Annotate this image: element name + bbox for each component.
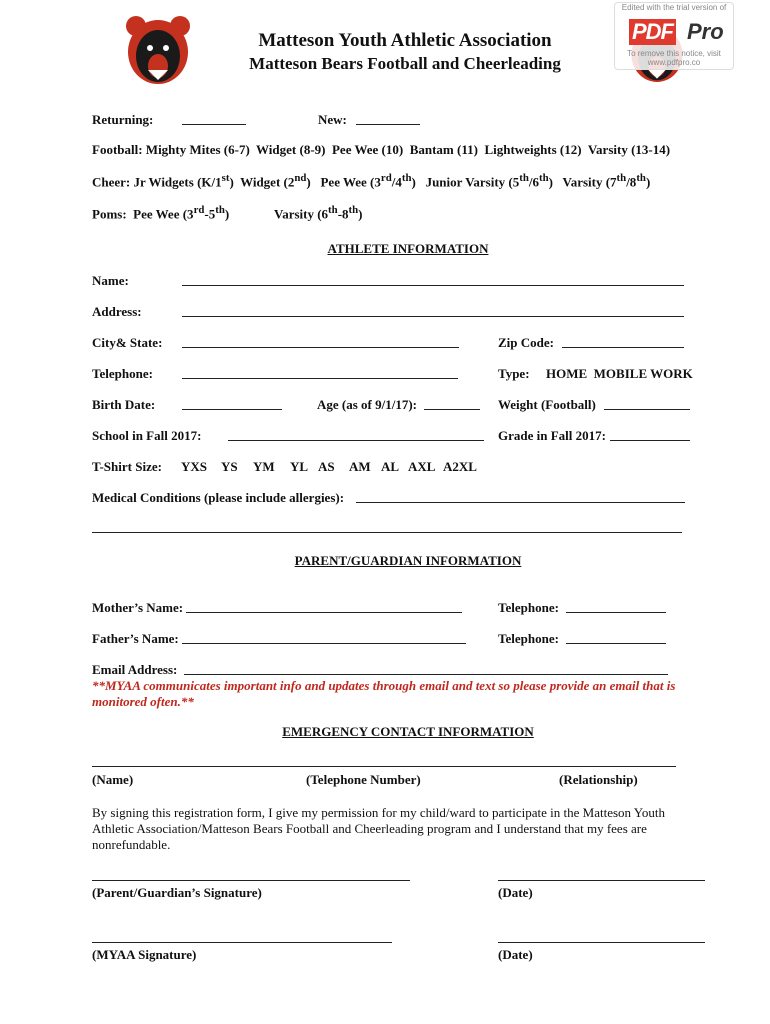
email-field[interactable] bbox=[184, 674, 668, 675]
telephone-field[interactable] bbox=[182, 378, 458, 379]
cheer-c2: /4 bbox=[391, 174, 402, 190]
birth-label: Birth Date: bbox=[92, 397, 156, 412]
poms-a-sup: rd bbox=[193, 204, 205, 216]
city-field[interactable] bbox=[182, 347, 459, 348]
father-label: Father’s Name: bbox=[92, 631, 179, 646]
poms-a2: -5 bbox=[204, 206, 216, 222]
poms-varsity bbox=[274, 204, 363, 222]
size-ys[interactable]: YS bbox=[221, 459, 238, 474]
new-field[interactable] bbox=[356, 124, 420, 125]
school-label: School in Fall 2017: bbox=[92, 428, 202, 443]
medical-field-extra[interactable] bbox=[92, 532, 682, 533]
page-title: Matteson Youth Athletic Association bbox=[258, 30, 552, 51]
emergency-relationship-label: (Relationship) bbox=[559, 772, 638, 787]
cheer-a-sup: st bbox=[221, 172, 230, 184]
grade-label: Grade in Fall 2017: bbox=[498, 428, 606, 443]
cheer-d2: /6 bbox=[528, 174, 540, 190]
grade-field[interactable] bbox=[610, 440, 690, 441]
medical-field[interactable] bbox=[356, 502, 685, 503]
parent-date-label: (Date) bbox=[498, 885, 533, 900]
mother-telephone-label: Telephone: bbox=[498, 600, 559, 615]
emergency-field[interactable] bbox=[92, 766, 676, 767]
cheer-a: Cheer: Jr Widgets (K/1 bbox=[92, 174, 222, 190]
cheer-d2-sup: th bbox=[539, 172, 549, 184]
size-yl[interactable]: YL bbox=[290, 459, 309, 474]
cheer-e: ) Varsity (7 bbox=[548, 174, 617, 190]
father-telephone-label: Telephone: bbox=[498, 631, 559, 646]
cheer-c-sup: rd bbox=[380, 172, 392, 184]
tshirt-label: T-Shirt Size: bbox=[92, 459, 162, 474]
returning-label: Returning: bbox=[92, 112, 154, 127]
parent-date-field[interactable] bbox=[498, 880, 705, 881]
cheer-d: ) Junior Varsity (5 bbox=[411, 174, 520, 190]
telephone-label: Telephone: bbox=[92, 366, 153, 381]
email-note: **MYAA communicates important info and updates through email and text so please provide an email that is monitored often.** bbox=[92, 678, 676, 709]
size-axl[interactable]: AXL bbox=[408, 459, 436, 474]
cheer-f: ) bbox=[645, 174, 651, 190]
poms-b: Varsity (6 bbox=[274, 206, 329, 222]
football-divisions: Football: Mighty Mites (6-7) Widget (8-9) Pee Wee (10) Bantam (11) Lightweights (12) Varsity (13-14) bbox=[92, 142, 671, 157]
cheer-divisions bbox=[92, 172, 650, 190]
poms-b2: -8 bbox=[337, 206, 349, 222]
myaa-date-field[interactable] bbox=[498, 942, 705, 943]
size-a2xl[interactable]: A2XL bbox=[443, 459, 477, 474]
zip-field[interactable] bbox=[562, 347, 684, 348]
size-am[interactable]: AM bbox=[349, 459, 371, 474]
size-al[interactable]: AL bbox=[381, 459, 400, 474]
father-field[interactable] bbox=[182, 643, 466, 644]
size-as[interactable]: AS bbox=[318, 459, 335, 474]
myaa-signature-field[interactable] bbox=[92, 942, 392, 943]
poms-a: Poms: Pee Wee (3 bbox=[92, 206, 194, 222]
address-field[interactable] bbox=[182, 316, 684, 317]
mother-label: Mother’s Name: bbox=[92, 600, 184, 615]
type-label: Type: bbox=[498, 366, 530, 381]
weight-label: Weight (Football) bbox=[498, 397, 596, 412]
emergency-name-label: (Name) bbox=[92, 772, 134, 787]
cheer-e-sup: th bbox=[616, 172, 627, 184]
parent-signature-field[interactable] bbox=[92, 880, 410, 881]
parent-heading: PARENT/GUARDIAN INFORMATION bbox=[294, 553, 522, 568]
poms-b2-sup: th bbox=[348, 204, 359, 216]
cheer-b-sup: nd bbox=[294, 172, 307, 184]
name-field[interactable] bbox=[182, 285, 684, 286]
age-label: Age (as of 9/1/17): bbox=[317, 397, 418, 412]
new-label: New: bbox=[318, 112, 347, 127]
cheer-e2: /8 bbox=[626, 174, 637, 190]
page-subtitle: Matteson Bears Football and Cheerleading bbox=[249, 54, 561, 73]
watermark-top: Edited with the trial version of bbox=[621, 3, 727, 12]
father-telephone-field[interactable] bbox=[566, 643, 666, 644]
email-label: Email Address: bbox=[92, 662, 178, 677]
cheer-c2-sup: th bbox=[401, 172, 412, 184]
city-label: City& State: bbox=[92, 335, 163, 350]
type-options[interactable]: HOME MOBILE WORK bbox=[546, 366, 693, 381]
myaa-signature-label: (MYAA Signature) bbox=[92, 947, 197, 962]
athlete-heading: ATHLETE INFORMATION bbox=[327, 241, 489, 256]
name-label: Name: bbox=[92, 273, 129, 288]
parent-signature-label: (Parent/Guardian’s Signature) bbox=[92, 885, 262, 900]
cheer-b: ) Widget (2 bbox=[229, 174, 295, 190]
consent-text: By signing this registration form, I give my permission for my child/ward to participate in the Matteson Youth Athletic Association/Matteson Bears Football and Cheerleading program and I understand that my fees are nonrefundable. bbox=[92, 805, 666, 852]
poms-a3: ) bbox=[224, 206, 230, 222]
mother-field[interactable] bbox=[186, 612, 462, 613]
medical-label: Medical Conditions (please include allergies): bbox=[92, 490, 345, 505]
emergency-phone-label: (Telephone Number) bbox=[306, 772, 421, 787]
mother-telephone-field[interactable] bbox=[566, 612, 666, 613]
watermark-brand-pro: Pro bbox=[687, 19, 724, 44]
emergency-heading: EMERGENCY CONTACT INFORMATION bbox=[282, 724, 534, 739]
age-field[interactable] bbox=[424, 409, 480, 410]
watermark-line2: www.pdfpro.co bbox=[647, 58, 701, 67]
size-yxs[interactable]: YXS bbox=[181, 459, 208, 474]
school-field[interactable] bbox=[228, 440, 484, 441]
size-ym[interactable]: YM bbox=[253, 459, 275, 474]
weight-field[interactable] bbox=[604, 409, 690, 410]
poms-b-sup: th bbox=[328, 204, 338, 216]
cheer-e2-sup: th bbox=[636, 172, 646, 184]
poms-a2-sup: th bbox=[215, 204, 225, 216]
poms-peewee bbox=[92, 204, 229, 222]
cheer-c: ) Pee Wee (3 bbox=[306, 174, 381, 190]
myaa-date-label: (Date) bbox=[498, 947, 533, 962]
zip-label: Zip Code: bbox=[498, 335, 554, 350]
birth-field[interactable] bbox=[182, 409, 282, 410]
address-label: Address: bbox=[92, 304, 142, 319]
poms-b3: ) bbox=[358, 206, 363, 222]
returning-field[interactable] bbox=[182, 124, 246, 125]
watermark-brand-pdf: PDF bbox=[629, 19, 676, 45]
watermark-line1: To remove this notice, visit bbox=[627, 49, 721, 58]
cheer-d-sup: th bbox=[519, 172, 529, 184]
